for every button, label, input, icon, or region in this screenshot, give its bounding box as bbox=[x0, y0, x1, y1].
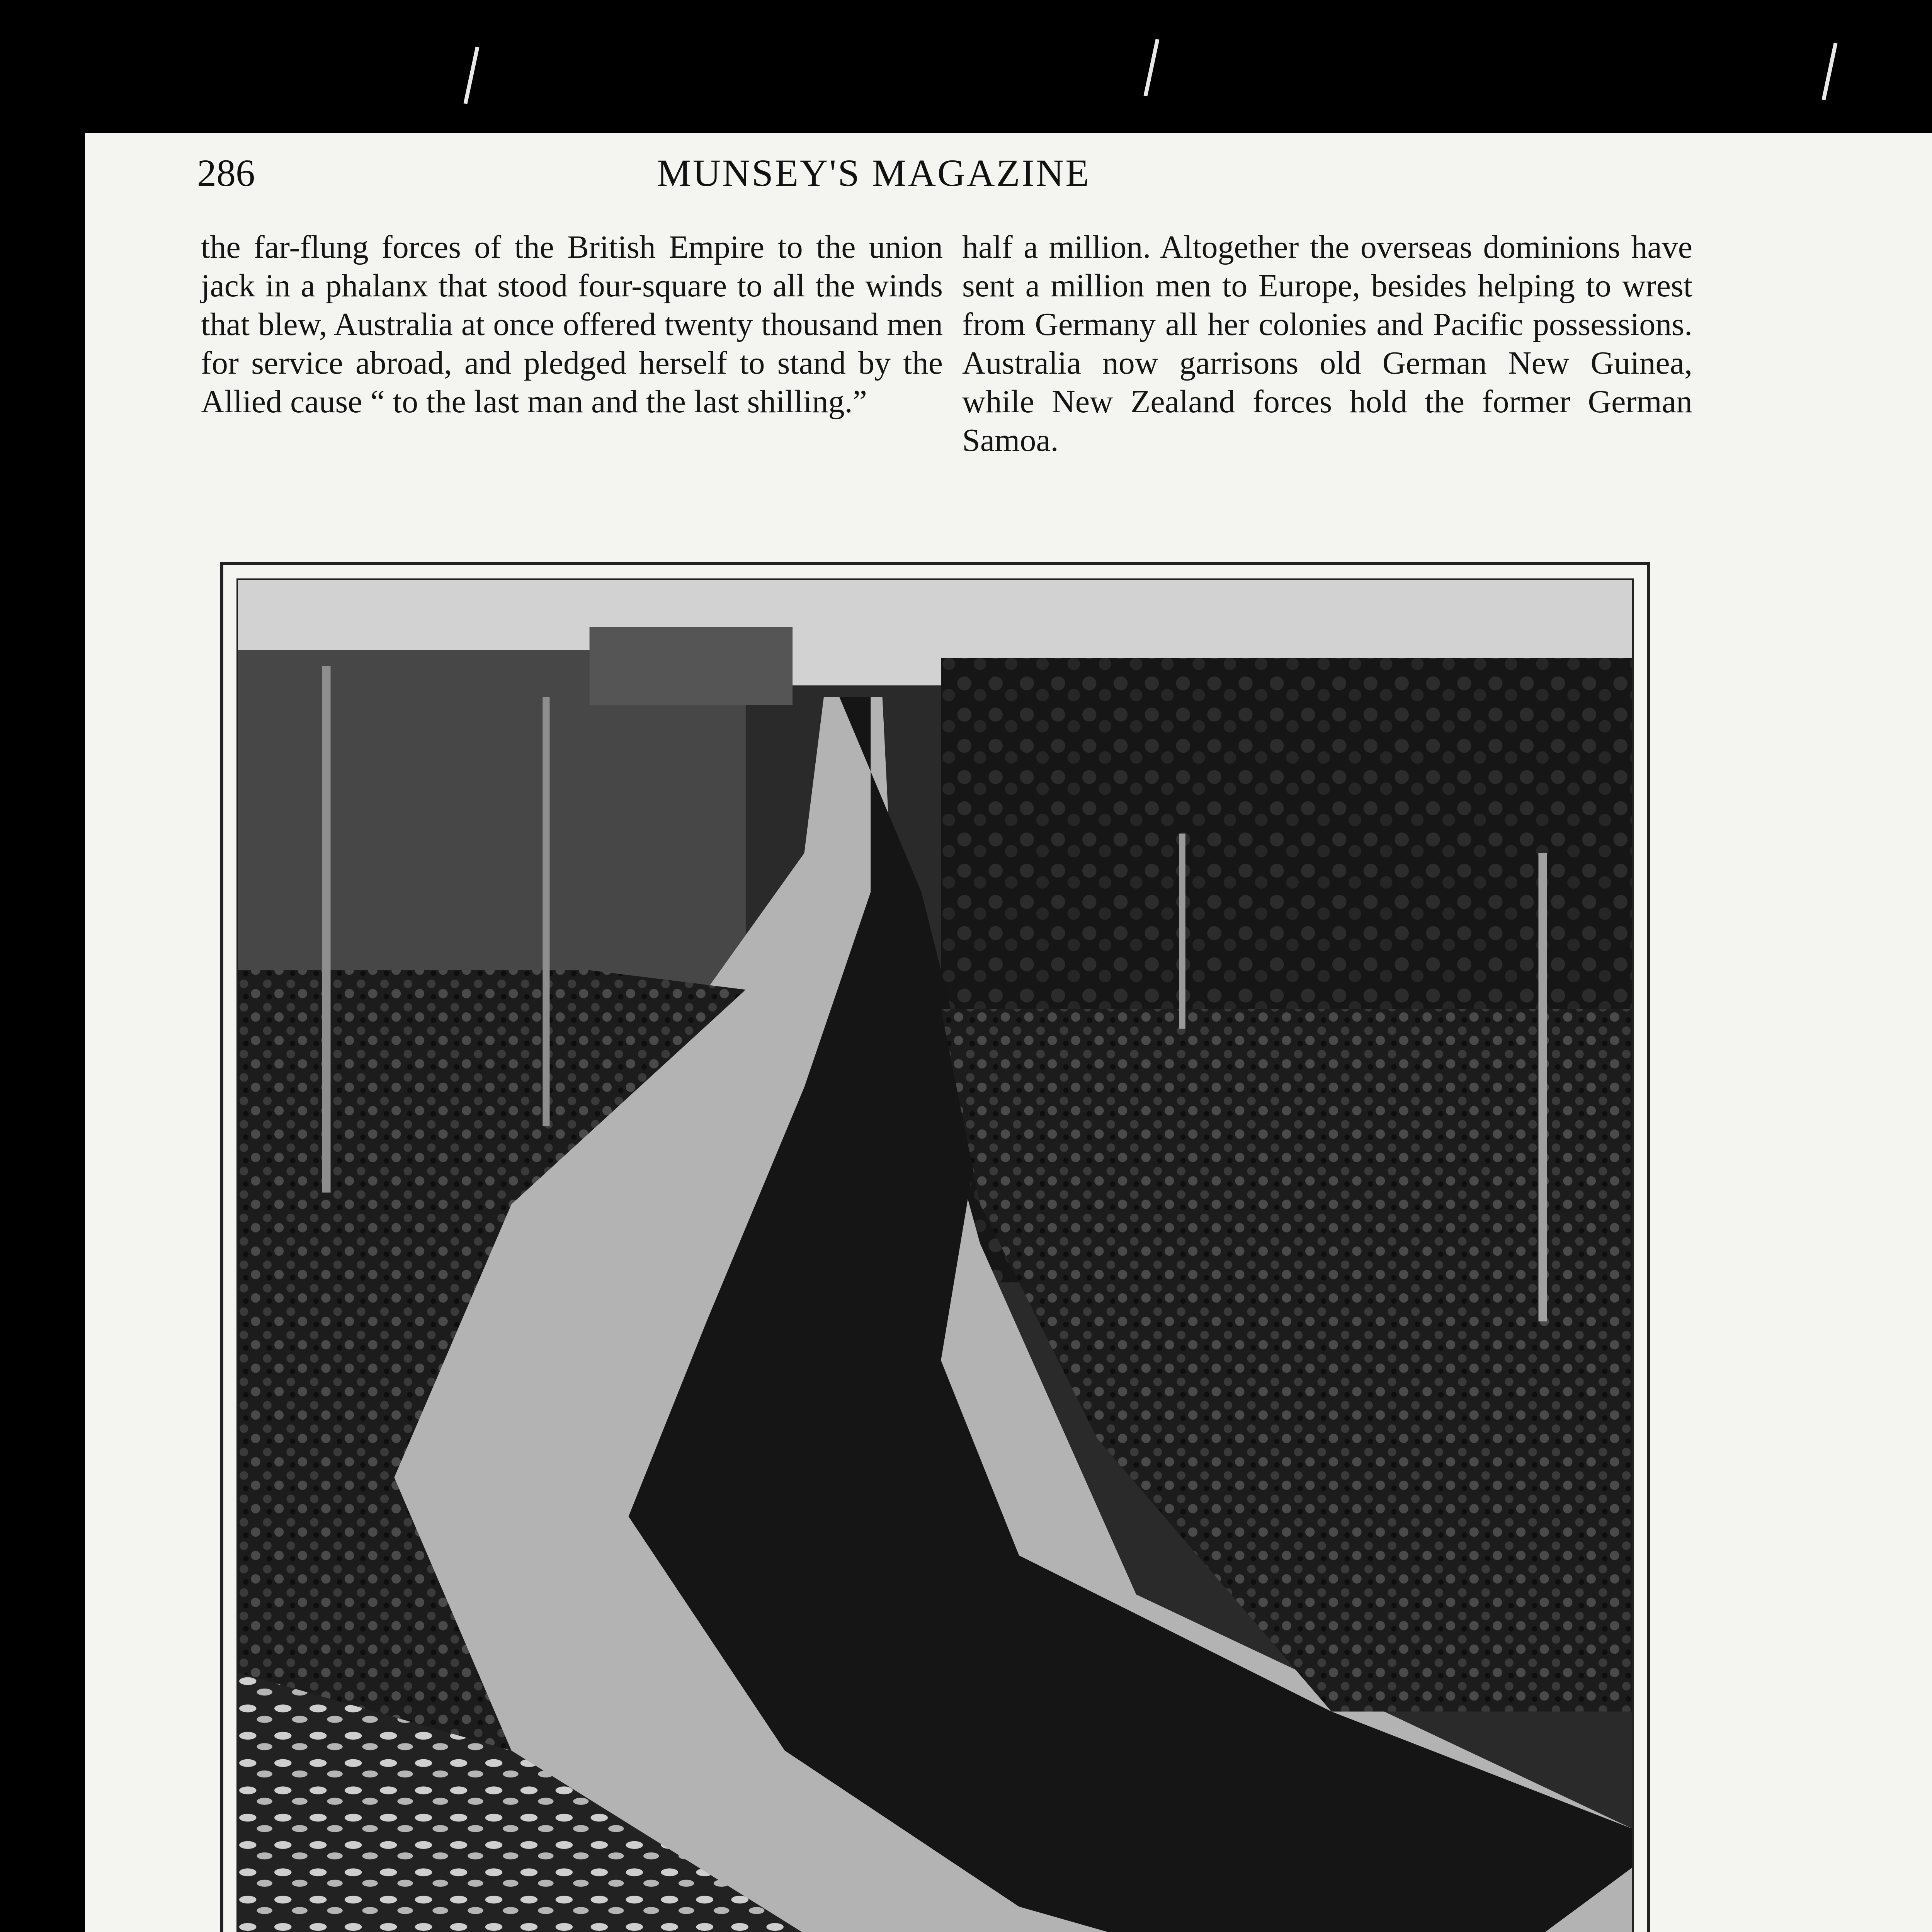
page-number: 286 bbox=[197, 151, 255, 194]
scan-tick-mark bbox=[1822, 43, 1838, 100]
building-roof bbox=[590, 627, 793, 705]
scan-tick-mark bbox=[1144, 39, 1160, 97]
telegraph-pole bbox=[1538, 853, 1547, 1321]
scan-tick-mark bbox=[464, 47, 480, 104]
telegraph-pole bbox=[322, 666, 330, 1192]
magazine-title: MUNSEY'S MAGAZINE bbox=[657, 151, 1091, 194]
telegraph-pole bbox=[543, 697, 549, 1126]
article-column-top-right bbox=[962, 228, 1692, 460]
telegraph-pole bbox=[1179, 833, 1185, 1029]
parade-photo-illustration bbox=[238, 580, 1632, 1932]
paragraph: half a million. Altogether the overseas dominions have sent a million men to Europe, besides helping to wrest from Germany all her colonies and Pacific possessions. Australia now garrisons old German New Guinea, while New Zealand forces hold the former German Samoa. bbox=[962, 229, 1692, 458]
paragraph: the far-flung forces of the British Empire to the union jack in a phalanx that stood four-square to all the winds that blew, Australia at once offered twenty thousand men for service abroad, and pledged herself to stand by the Allied cause “ to the last man and the last shilling.” bbox=[201, 229, 943, 420]
article-column-top-left bbox=[201, 228, 943, 421]
parade-photograph bbox=[236, 578, 1634, 1932]
running-header bbox=[197, 151, 1343, 201]
photograph-frame bbox=[220, 562, 1650, 1932]
